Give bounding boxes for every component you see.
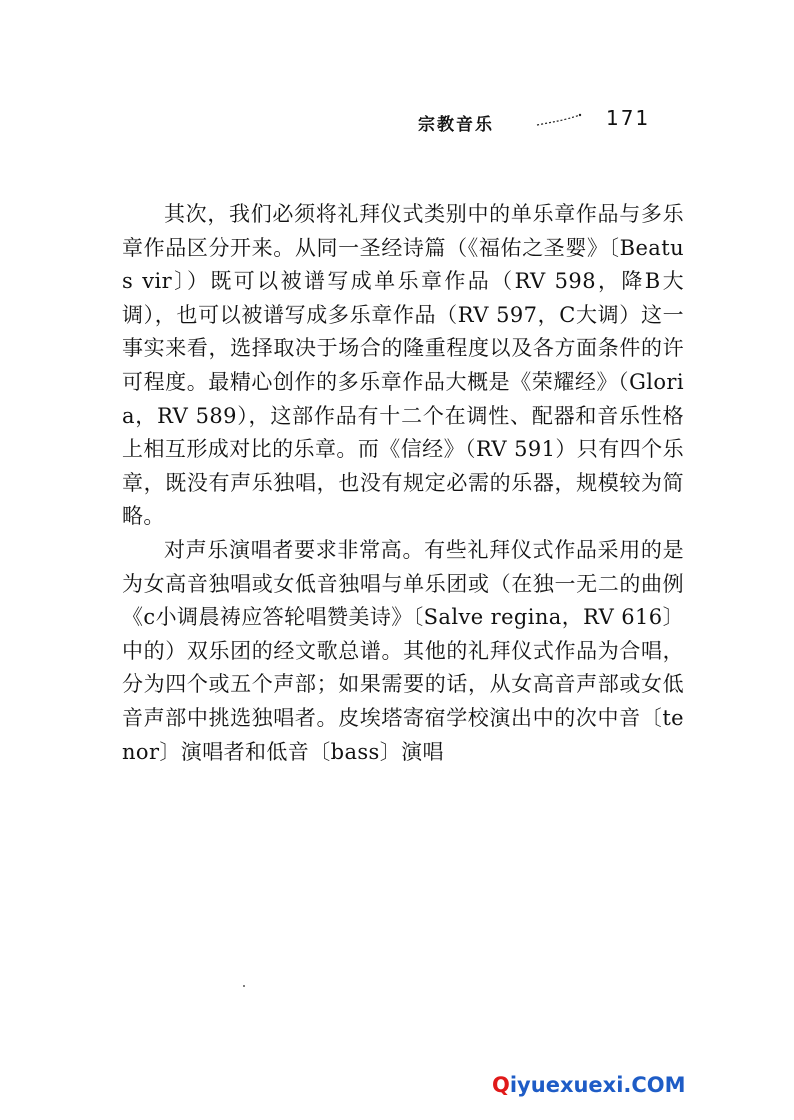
paragraph-1: 其次，我们必须将礼拜仪式类别中的单乐章作品与多乐章作品区分开来。从同一圣经诗篇（《福佑之圣婴》〔Beatus vir〕）既可以被谱写成单乐章作品（RV 598，降B大调），也可以被谱写成多乐章作品（RV 597，C大调）这一事实来看，选择取决于场合的隆重程度以及各方面条件的许可程度。最精心创作的多乐章作品大概是《荣耀经》（Gloria，RV 589），这部作品有十二个在调性、配器和音乐性格上相互形成对比的乐章。而《信经》（RV 591）只有四个乐章，既没有声乐独唱，也没有规定必需的乐器，规模较为简略。 bbox=[122, 202, 684, 529]
ornament-icon bbox=[536, 112, 582, 131]
page-number: 171 bbox=[606, 106, 651, 130]
watermark-domain: iyuexuexi.COM bbox=[509, 1073, 686, 1097]
print-speck bbox=[243, 985, 245, 987]
section-title: 宗教音乐 bbox=[418, 115, 494, 135]
site-watermark bbox=[492, 1073, 686, 1097]
watermark-q: Q bbox=[492, 1073, 510, 1097]
paragraph-2: 对声乐演唱者要求非常高。有些礼拜仪式作品采用的是为女高音独唱或女低音独唱与单乐团或（在独一无二的曲例《c小调晨祷应答轮唱赞美诗》〔Salve regina，RV 616〕中的）双乐团的经文歌总谱。其他的礼拜仪式作品为合唱，分为四个或五个声部；如果需要的话，从女高音声部或女低音声部中挑选独唱者。皮埃塔寄宿学校演出中的次中音〔tenor〕演唱者和低音〔bass〕演唱 bbox=[122, 537, 684, 764]
body-text bbox=[122, 198, 684, 769]
